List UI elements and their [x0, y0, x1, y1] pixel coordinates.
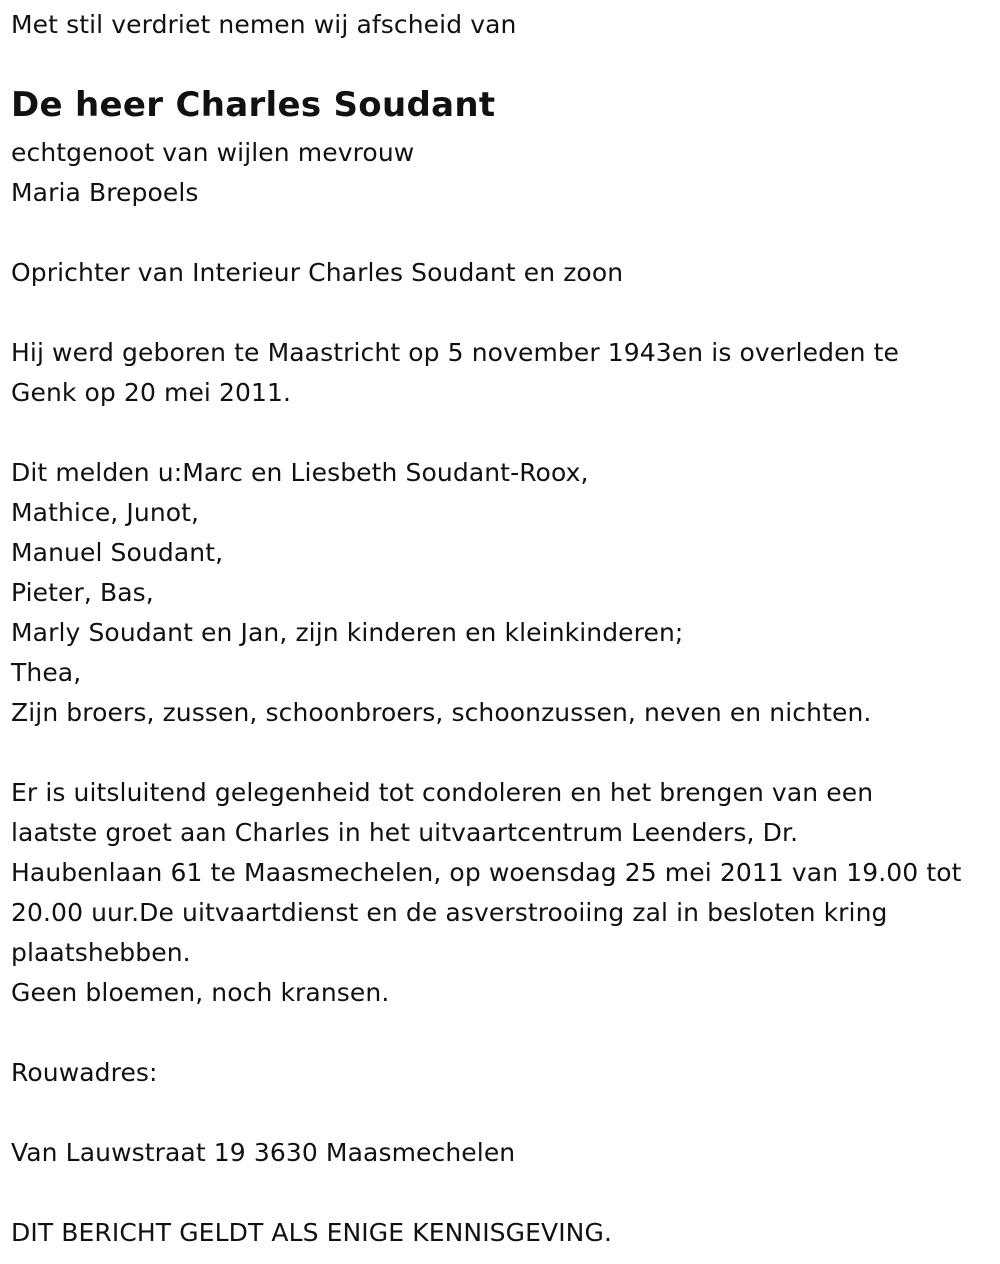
- condolence-line: Haubenlaan 61 te Maasmechelen, op woensdag 25 mei 2011 van 19.00 tot: [11, 858, 962, 887]
- family-line: Dit melden u:Marc en Liesbeth Soudant-Roox,: [11, 458, 589, 487]
- spacer: [11, 733, 996, 773]
- spacer: [11, 413, 996, 453]
- condolence-line: laatste groet aan Charles in het uitvaartcentrum Leenders, Dr.: [11, 818, 799, 847]
- mourning-address: Van Lauwstraat 19 3630 Maasmechelen: [11, 1138, 516, 1167]
- spacer: [11, 213, 996, 253]
- deceased-name: De heer Charles Soudant: [11, 85, 496, 125]
- opening-line: Met stil verdriet nemen wij afscheid van: [11, 10, 517, 39]
- family-line: Thea,: [11, 658, 82, 687]
- family-line: Marly Soudant en Jan, zijn kinderen en kleinkinderen;: [11, 618, 684, 647]
- family-line: Manuel Soudant,: [11, 538, 224, 567]
- family-line: Pieter, Bas,: [11, 578, 154, 607]
- spacer: [11, 1093, 996, 1133]
- founder-line: Oprichter van Interieur Charles Soudant en zoon: [11, 258, 624, 287]
- condolence-line: 20.00 uur.De uitvaartdienst en de asverstrooiing zal in besloten kring: [11, 898, 888, 927]
- birth-death-line-1: Hij werd geboren te Maastricht op 5 november 1943en is overleden te: [11, 338, 899, 367]
- spacer: [11, 293, 996, 333]
- spacer: [11, 1013, 996, 1053]
- notice-body: [11, 133, 996, 1253]
- condolence-line: Er is uitsluitend gelegenheid tot condoleren en het brengen van een: [11, 778, 874, 807]
- closing-notice: DIT BERICHT GELDT ALS ENIGE KENNISGEVING.: [11, 1218, 612, 1247]
- spouse-line-1: echtgenoot van wijlen mevrouw: [11, 138, 415, 167]
- condolence-line: Geen bloemen, noch kransen.: [11, 978, 390, 1007]
- spacer: [11, 1173, 996, 1213]
- birth-death-line-2: Genk op 20 mei 2011.: [11, 378, 292, 407]
- mourning-address-label: Rouwadres:: [11, 1058, 158, 1087]
- spouse-line-2: Maria Brepoels: [11, 178, 199, 207]
- family-line: Mathice, Junot,: [11, 498, 200, 527]
- family-line: Zijn broers, zussen, schoonbroers, schoonzussen, neven en nichten.: [11, 698, 872, 727]
- condolence-line: plaatshebben.: [11, 938, 191, 967]
